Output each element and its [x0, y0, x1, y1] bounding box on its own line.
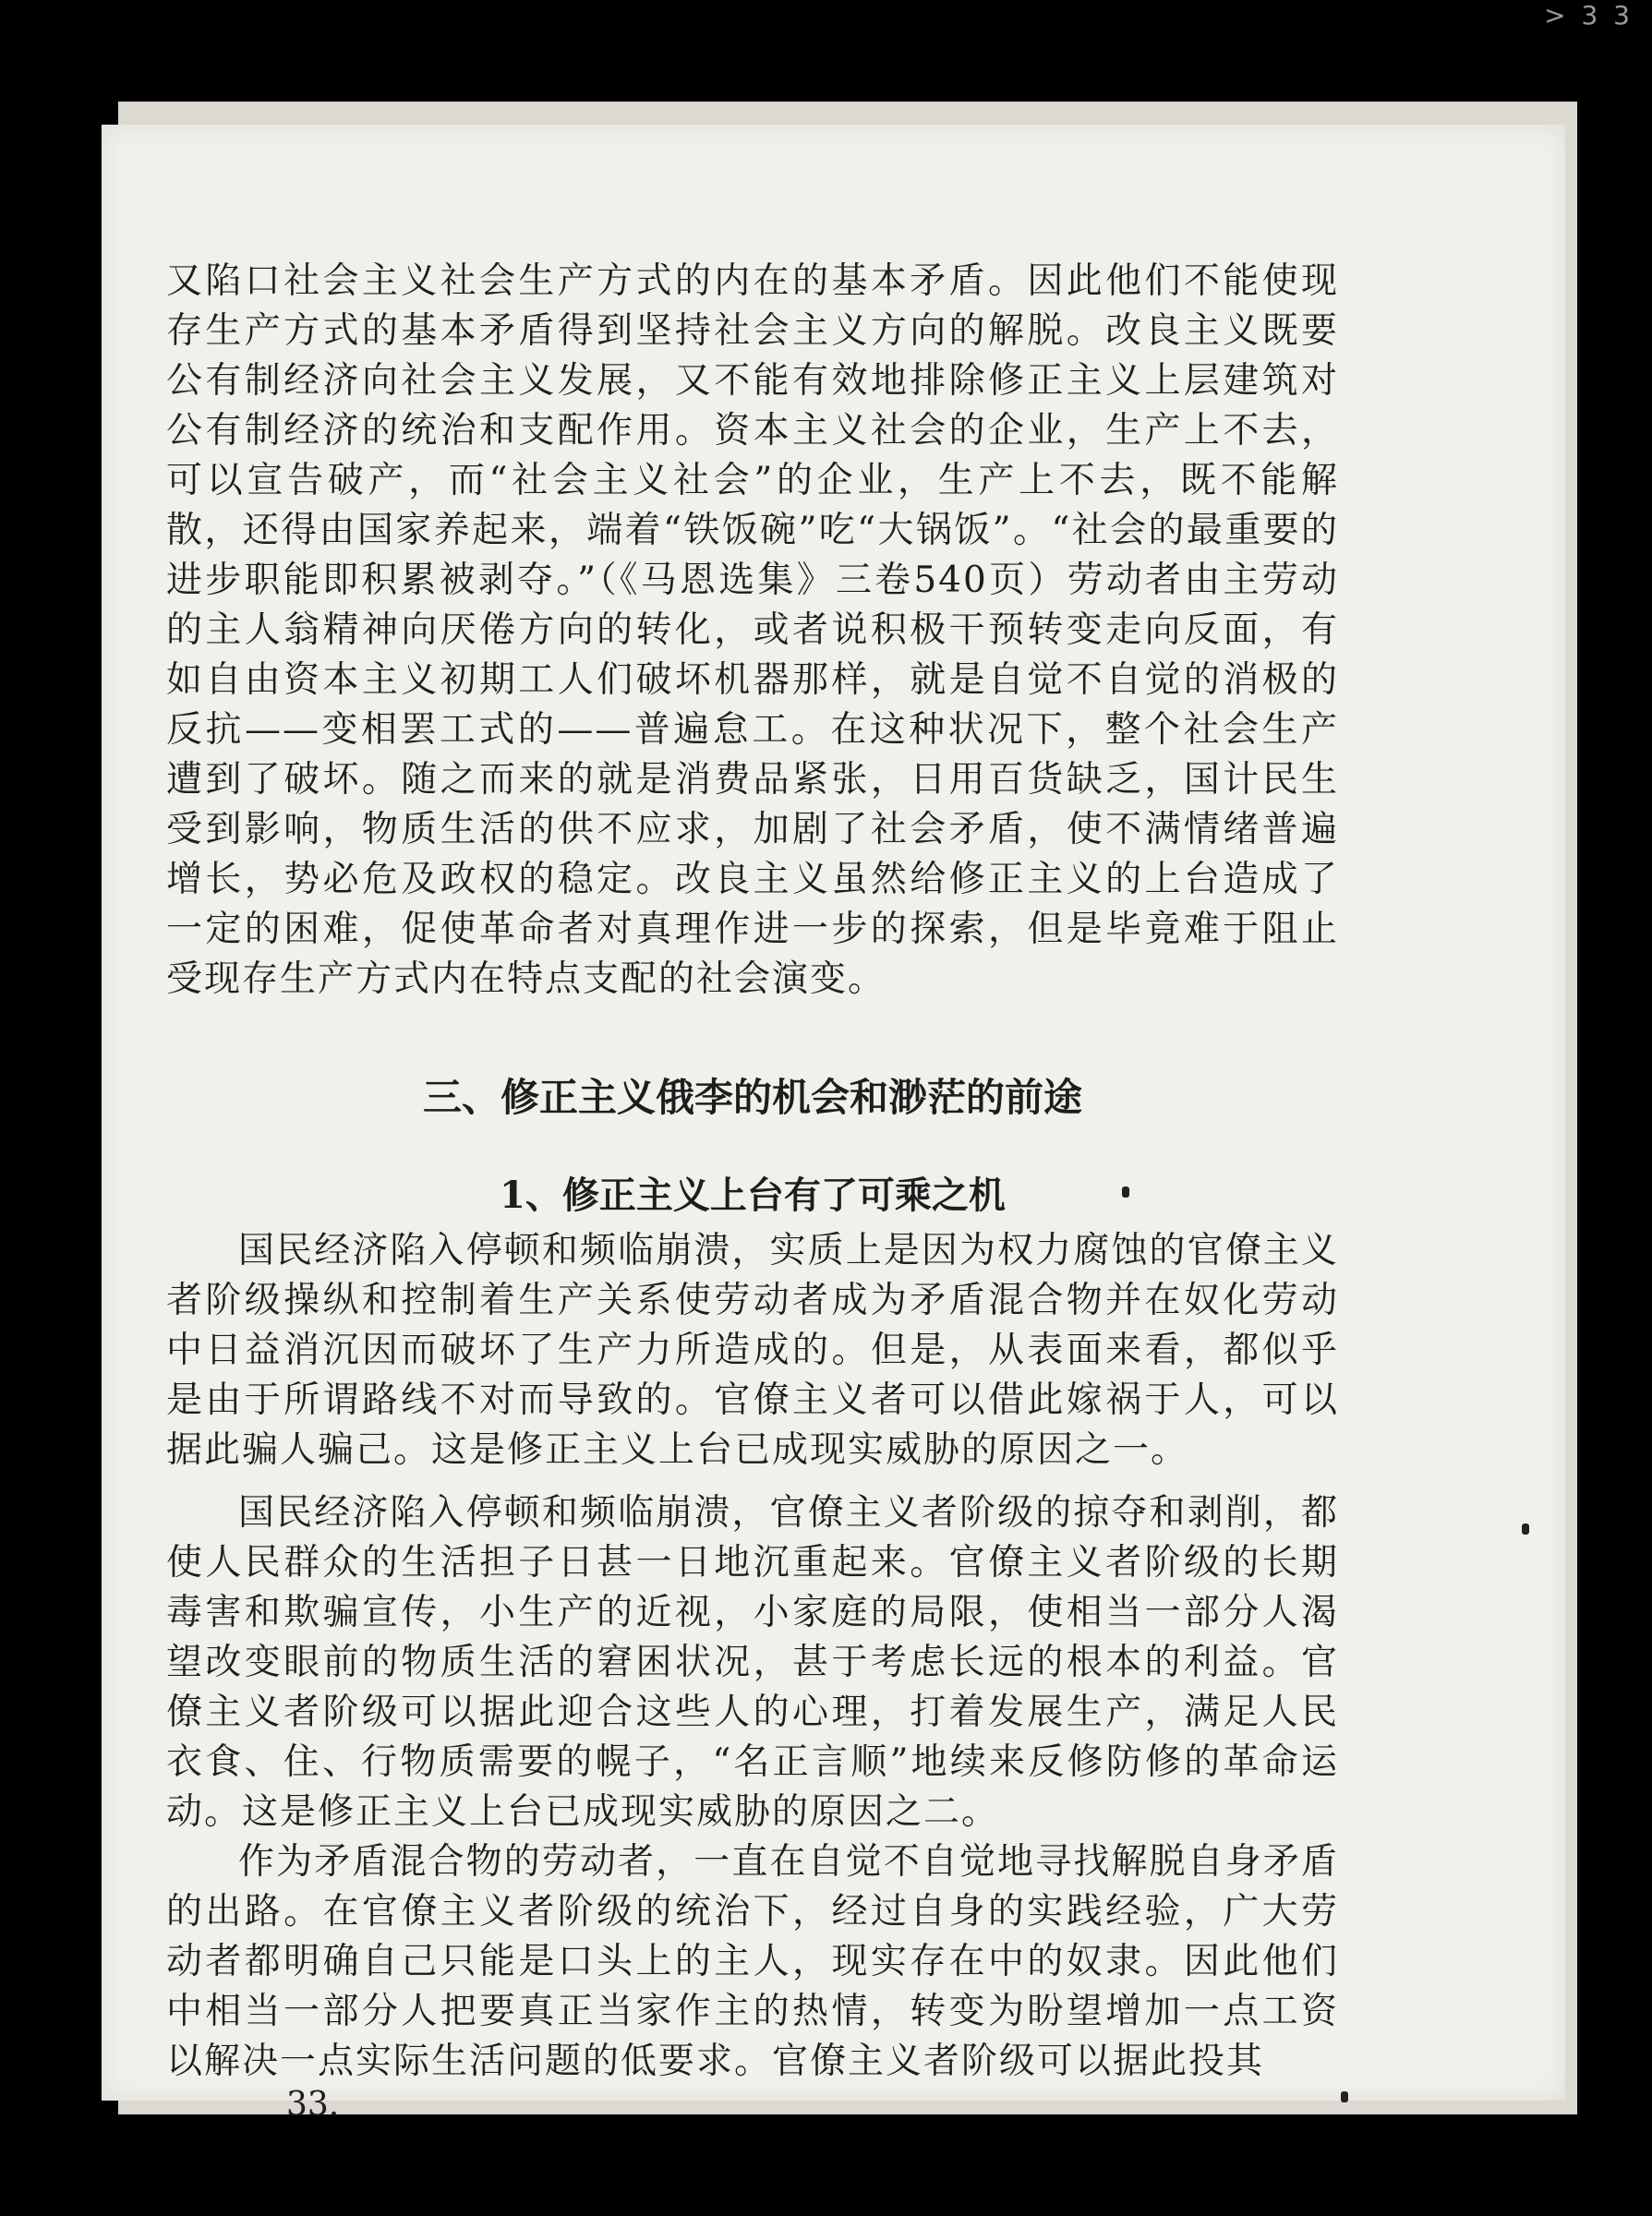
ink-speck	[1122, 1186, 1129, 1198]
section-heading: 三、修正主义俄李的机会和渺茫的前途	[422, 1075, 1082, 1120]
ink-speck	[1522, 1524, 1529, 1535]
page-number: 33.	[286, 2086, 340, 2124]
corner-annotation: > 3 3	[1544, 0, 1634, 30]
ink-speck	[1341, 2091, 1348, 2102]
paragraph-2: 国民经济陷入停顿和频临崩溃，官僚主义者阶级的掠夺和剥削，都使人民群众的生活担子日甚一日地沉重起来。官僚主义者阶级的长期毒害和欺骗宣传，小生产的近视，小家庭的局限，使相当一部分人渴望改变眼前的物质生活的窘困状况，甚于考虑长远的根本的利益。官僚主义者阶级可以据此迎合这些人的心理，打着发展生产，满足人民衣食、住、行物质需要的幌子，“名正言顺”地续来反修防修的革命运动。这是修正主义上台已成现实威胁的原因之二。	[166, 1492, 1339, 1833]
opening-paragraph: 又陷口社会主义社会生产方式的内在的基本矛盾。因此他们不能使现存生产方式的基本矛盾得到坚持社会主义方向的解脱。改良主义既要公有制经济向社会主义发展，又不能有效地排除修正主义上层建筑对公有制经济的统治和支配作用。资本主义社会的企业，生产上不去，可以宣告破产，而“社会主义社会”的企业，生产上不去，既不能解散，还得由国家养起来，端着“铁饭碗”吃“大锅饭”。“社会的最重要的进步职能即积累被剥夺。”（《马恩选集》三卷540页）劳动者由主劳动的主人翁精神向厌倦方向的转化，或者说积极干预转变走向反面，有如自由资本主义初期工人们破坏机器那样，就是自觉不自觉的消极的反抗——变相罢工式的——普遍怠工。在这种状况下，整个社会生产遭到了破坏。随之而来的就是消费品紧张，日用百货缺乏，国计民生受到影响，物质生活的供不应求，加剧了社会矛盾，使不满情绪普遍增长，势必危及政权的稳定。改良主义虽然给修正主义的上台造成了一定的困难，促使革命者对真理作进一步的探索，但是毕竟难于阻止受现存生产方式内在特点支配的社会演变。	[166, 260, 1339, 1000]
sub-heading: 1、修正主义上台有了可乘之机	[500, 1174, 1006, 1217]
page-content	[166, 257, 1339, 2124]
paragraph-3: 作为矛盾混合物的劳动者，一直在自觉不自觉地寻找解脱自身矛盾的出路。在官僚主义者阶级的统治下，经过自身的实践经验，广大劳动者都明确自己只能是口头上的主人，现实存在中的奴隶。因此他们中相当一部分人把要真正当家作主的热情，转变为盼望增加一点工资以解决一点实际生活问题的低要求。官僚主义者阶级可以据此投其	[166, 1841, 1339, 2082]
paragraph-1: 国民经济陷入停顿和频临崩溃，实质上是因为权力腐蚀的官僚主义者阶级操纵和控制着生产关系使劳动者成为矛盾混合物并在奴化劳动中日益消沉因而破坏了生产力所造成的。但是，从表面来看，都似乎是由于所谓路线不对而导致的。官僚主义者可以借此嫁祸于人，可以据此骗人骗己。这是修正主义上台已成现实威胁的原因之一。	[166, 1230, 1339, 1471]
